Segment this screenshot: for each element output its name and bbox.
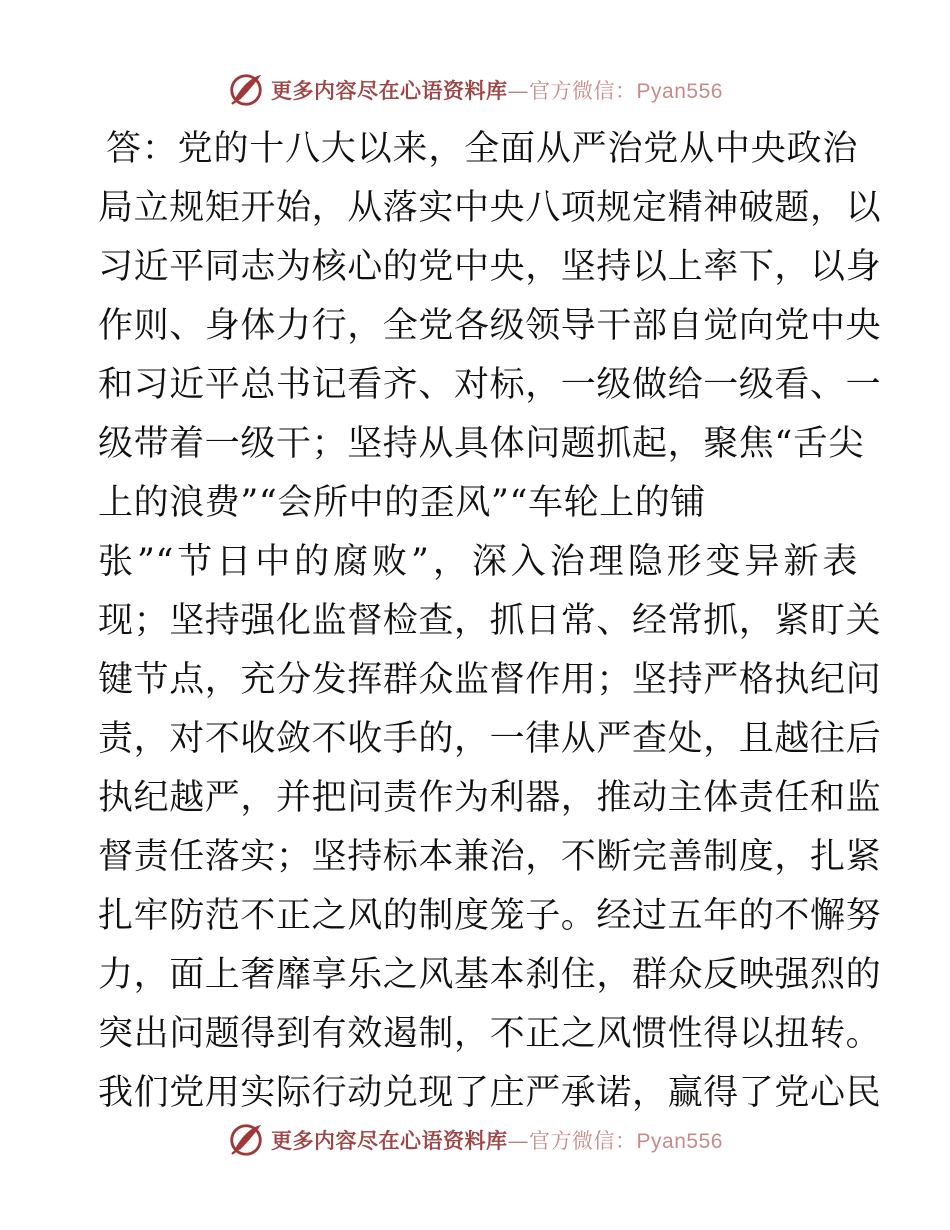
body-line: 作则、身体力行，全党各级领导干部自觉向党中央 (98, 306, 882, 346)
footer-banner-text (271, 1125, 723, 1155)
header-banner-text (271, 75, 723, 105)
body-line: 我们党用实际行动兑现了庄严承诺，赢得了党心民 (98, 1073, 882, 1113)
body-line: 级带着一级干；坚持从具体问题抓起，聚焦“舌尖 (98, 424, 865, 464)
header-brand: 更多内容尽在心语资料库 (271, 78, 508, 103)
footer-brand: 更多内容尽在心语资料库 (271, 1128, 508, 1153)
body-line: 和习近平总书记看齐、对标，一级做给一级看、一 (98, 365, 882, 405)
document-body (98, 120, 882, 1123)
quill-logo-icon (227, 71, 265, 109)
body-line: 张”“节日中的腐败”，深入治理隐形变异新表 (98, 542, 858, 582)
body-line: 责，对不收敛不收手的，一律从严查处，且越往后 (98, 719, 882, 759)
footer-separator: — (507, 1129, 530, 1153)
page-footer-banner (0, 1118, 950, 1162)
body-line: 上的浪费”“会所中的歪风”“车轮上的铺 (98, 483, 706, 523)
body-line: 突出问题得到有效遏制，不正之风惯性得以扭转。 (98, 1014, 882, 1054)
footer-wechat-id: Pyan556 (636, 1130, 723, 1153)
header-separator: — (507, 79, 530, 103)
body-line: 习近平同志为核心的党中央，坚持以上率下，以身 (98, 247, 882, 287)
body-line: 力，面上奢靡享乐之风基本刹住，群众反映强烈的 (98, 955, 882, 995)
footer-wechat-label: 官方微信： (529, 1129, 637, 1153)
body-line: 现；坚持强化监督检查，抓日常、经常抓，紧盯关 (98, 601, 882, 641)
body-line: 执纪越严，并把问责作为利器，推动主体责任和监 (98, 778, 882, 818)
header-wechat-label: 官方微信： (529, 79, 637, 103)
body-line: 督责任落实；坚持标本兼治，不断完善制度，扎紧 (98, 837, 882, 877)
body-line: 键节点，充分发挥群众监督作用；坚持严格执纪问 (98, 660, 882, 700)
body-line: 答：党的十八大以来，全面从严治党从中央政治 (106, 129, 858, 169)
body-line: 局立规矩开始，从落实中央八项规定精神破题，以 (98, 188, 882, 228)
page-header-banner (0, 68, 950, 112)
header-wechat-id: Pyan556 (636, 80, 723, 103)
body-line: 扎牢防范不正之风的制度笼子。经过五年的不懈努 (98, 896, 882, 936)
quill-logo-icon (227, 1121, 265, 1159)
